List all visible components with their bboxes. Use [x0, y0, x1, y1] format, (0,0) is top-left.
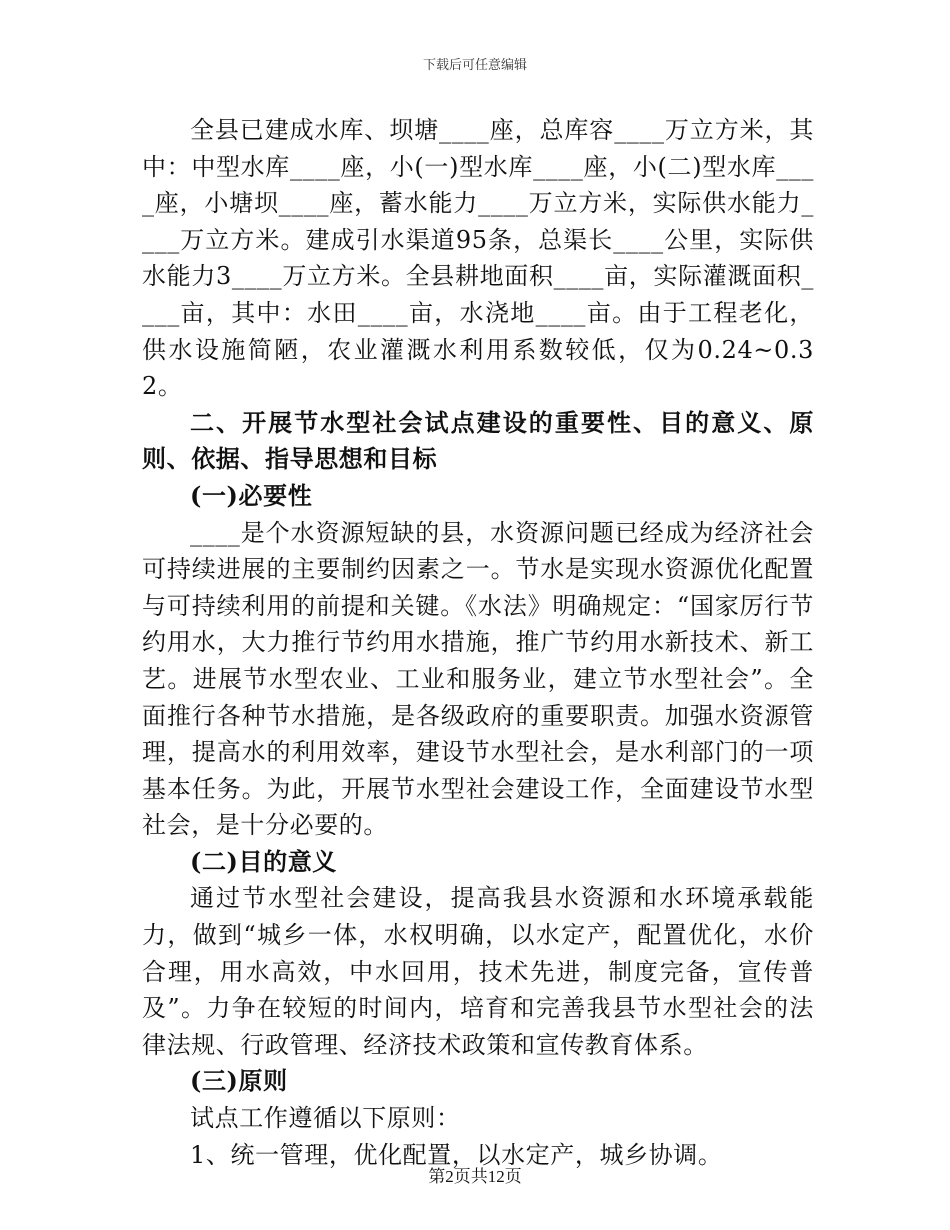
paragraph-necessity: ____是个水资源短缺的县，水资源问题已经成为经济社会可持续进展的主要制约因素之一。节水是实现水资源优化配置与可持续利用的前提和关键。《水法》明确规定：“国家厉行节约用水，大力推行节约用水措施，推广节约用水新技术、新工艺。进展节水型农业、工业和服务业，建立节水型社会”。全面推行各种节水措施，是各级政府的重要职责。加强水资源管理，提高水的利用效率，建设节水型社会，是水利部门的一项基本任务。为此，开展节水型社会建设工作，全面建设节水型社会，是十分必要的。: [142, 518, 814, 840]
subheading-purpose: (二)目的意义: [190, 846, 337, 876]
paragraph-purpose: 通过节水型社会建设，提高我县水资源和水环境承载能力，做到“城乡一体，水权明确，以水定产，配置优化，水价合理，用水高效，中水回用，技术先进，制度完备，宣传普及”。力争在较短的时间内，培育和完善我县节水型社会的法律法规、行政管理、经济技术政策和宣传教育体系。: [142, 884, 814, 1059]
paragraph-principles-intro: 试点工作遵循以下原则：: [190, 1104, 461, 1133]
section-heading-2: 二、开展节水型社会试点建设的重要性、目的意义、原则、依据、指导思想和目标: [142, 407, 814, 474]
paragraph-water-facilities: 全县已建成水库、坝塘____座，总库容____万立方米，其中：中型水库____座，小(一)型水库____座，小(二)型水库____座，小塘坝____座，蓄水能力____万立方米，实际供水能力____万立方米。建成引水渠道95条，总渠长____公里，实际供水能力3____万立方米。全县耕地面积____亩，实际灌溉面积____亩，其中：水田____亩，水浇地____亩。由于工程老化，供水设施简陋，农业灌溉水利用系数较低，仅为0.24~0.32。: [142, 116, 814, 401]
subheading-necessity: (一)必要性: [190, 480, 313, 510]
document-body: [142, 112, 814, 1173]
subheading-principles: (三)原则: [190, 1066, 288, 1096]
page-header: 下载后可任意编辑: [422, 58, 527, 73]
principle-item-1: 1、统一管理，优化配置，以水定产，城乡协调。: [190, 1140, 723, 1169]
page-footer: 第2页共12页: [428, 1167, 522, 1186]
